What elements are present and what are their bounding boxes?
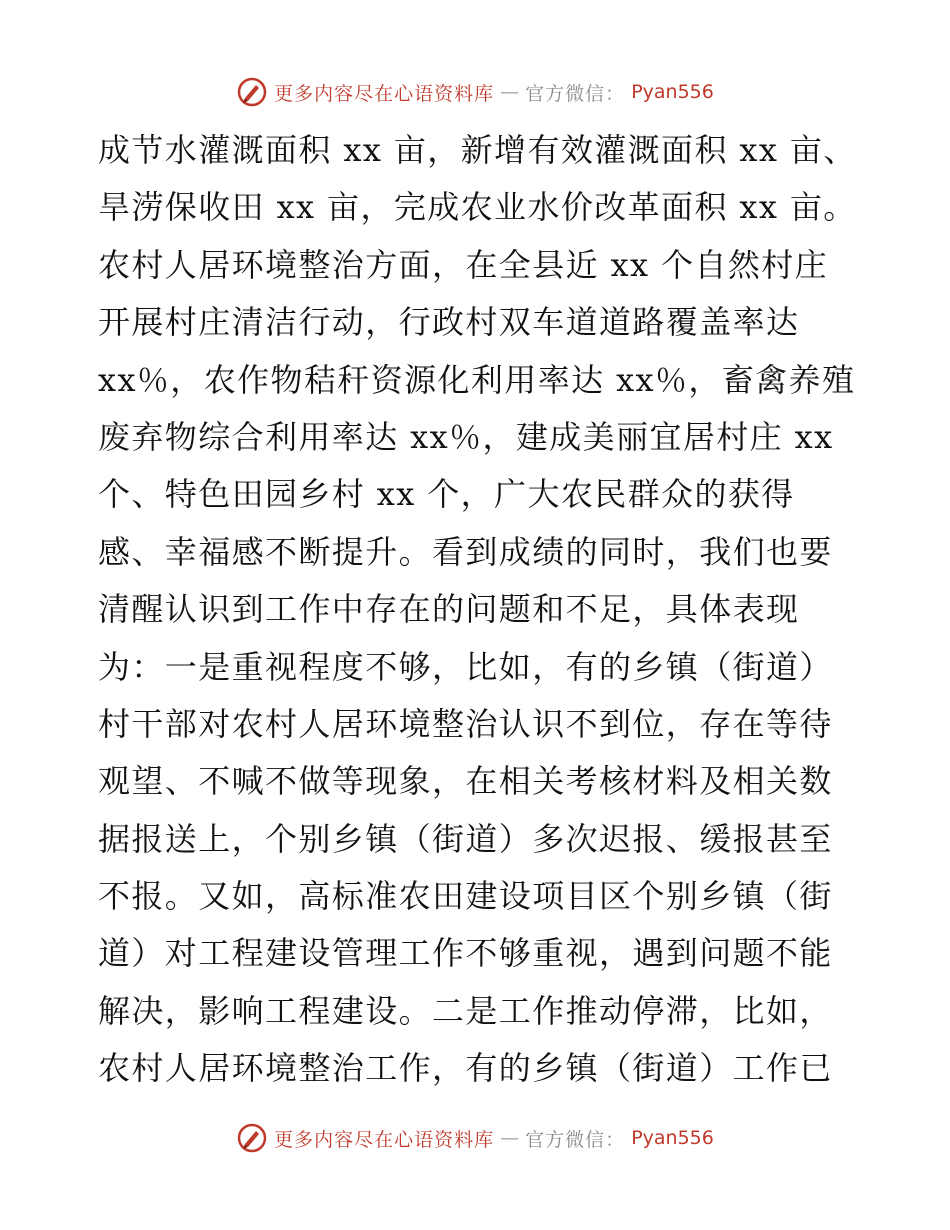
watermark-wechat-id: Pyan556 xyxy=(631,1127,714,1149)
text-line: 旱涝保收田 xx 亩，完成农业水价改革面积 xx 亩。 xyxy=(98,188,857,227)
text-line: 农村人居环境整治方面，在全县近 xx 个自然村庄 xyxy=(98,245,829,284)
text-line: 道）对工程建设管理工作不够重视，遇到问题不能 xyxy=(98,934,833,973)
text-line: 据报送上，个别乡镇（街道）多次迟报、缓报甚至 xyxy=(98,819,833,858)
watermark-brand-text: 更多内容尽在心语资料库 xyxy=(274,82,495,105)
brand-logo-icon xyxy=(236,1122,268,1154)
text-line: 观望、不喊不做等现象，在相关考核材料及相关数 xyxy=(98,762,833,801)
watermark-official-label: 官方微信： xyxy=(525,1128,626,1151)
watermark-wechat-id: Pyan556 xyxy=(631,81,714,103)
footer-watermark xyxy=(0,1118,950,1158)
text-line: 不报。又如，高标准农田建设项目区个别乡镇（街 xyxy=(98,877,833,916)
header-watermark xyxy=(0,72,950,112)
watermark-brand-text: 更多内容尽在心语资料库 xyxy=(274,1128,495,1151)
watermark-dash: — xyxy=(500,81,520,103)
text-line: 解决，影响工程建设。二是工作推动停滞，比如， xyxy=(98,991,833,1030)
text-line: 清醒认识到工作中存在的问题和不足，具体表现 xyxy=(98,590,800,629)
text-line: 为：一是重视程度不够，比如，有的乡镇（街道） xyxy=(98,647,833,686)
text-line: 开展村庄清洁行动，行政村双车道道路覆盖率达 xyxy=(98,303,800,342)
text-line: 成节水灌溉面积 xx 亩，新增有效灌溉面积 xx 亩、 xyxy=(98,131,857,169)
text-line: 个、特色田园乡村 xx 个，广大农民群众的获得 xyxy=(98,475,795,514)
watermark-dash: — xyxy=(500,1127,520,1149)
text-line: 村干部对农村人居环境整治认识不到位，存在等待 xyxy=(98,704,833,743)
brand-logo-icon xyxy=(236,76,268,108)
document-body xyxy=(98,122,878,1098)
text-line: 农村人居环境整治工作，有的乡镇（街道）工作已 xyxy=(98,1049,833,1088)
watermark-official-label: 官方微信： xyxy=(525,82,626,105)
text-line: 废弃物综合利用率达 xx％，建成美丽宜居村庄 xx xyxy=(98,417,834,456)
text-line: 感、幸福感不断提升。看到成绩的同时，我们也要 xyxy=(98,532,833,571)
text-line: xx％，农作物秸秆资源化利用率达 xx％，畜禽养殖 xyxy=(98,360,856,399)
